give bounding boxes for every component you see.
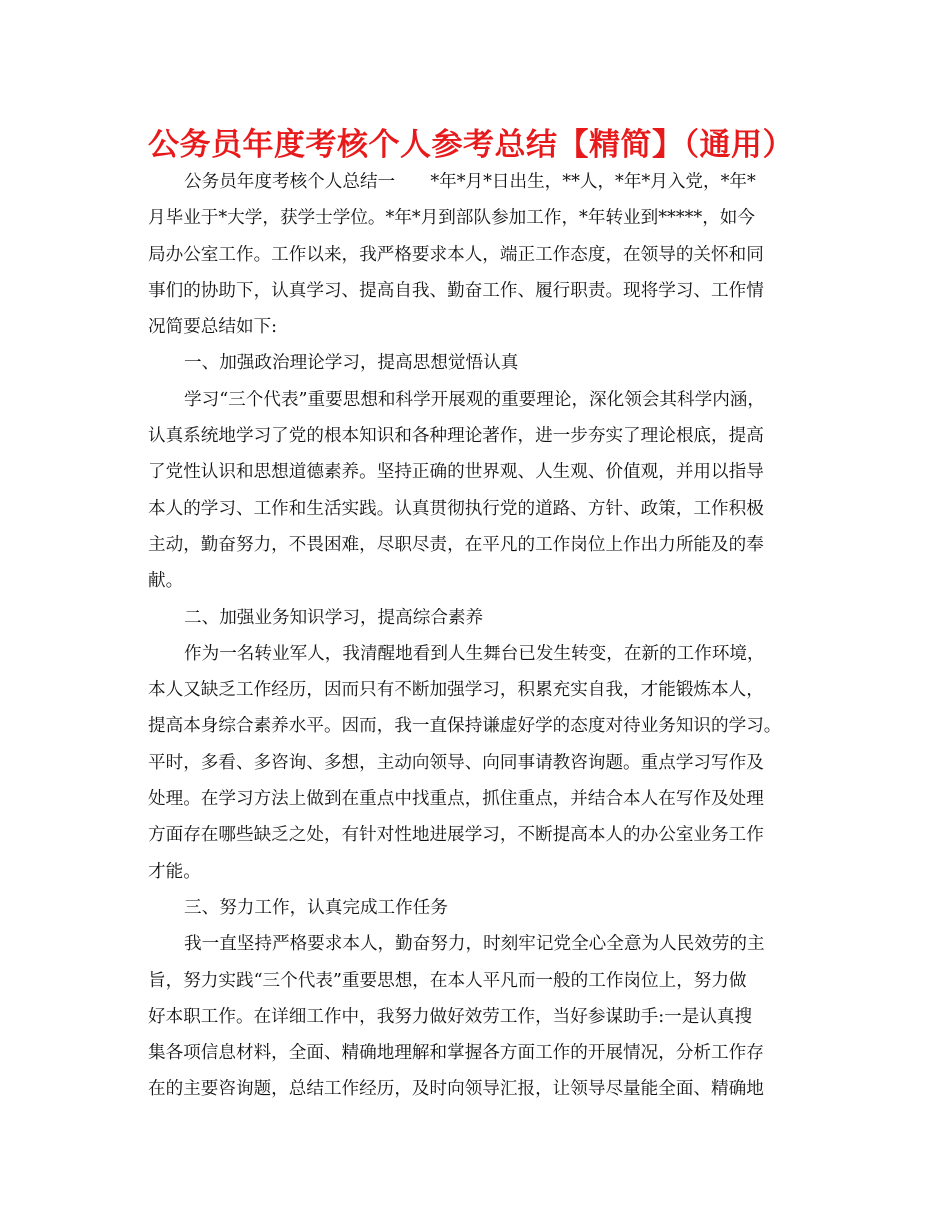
paragraph-line: 事们的协助下，认真学习、提高自我、勤奋工作、履行职责。现将学习、工作情 xyxy=(148,280,764,301)
section-heading: 三、努力工作，认真完成工作任务 xyxy=(184,897,448,918)
paragraph-line: 处理。在学习方法上做到在重点中找重点，抓住重点，并结合本人在写作及处理 xyxy=(148,789,764,810)
paragraph-line: 月毕业于*大学，获学士学位。*年*月到部队参加工作，*年转业到*****，如今 xyxy=(148,208,755,229)
section-heading: 二、加强业务知识学习，提高综合素养 xyxy=(184,607,484,628)
paragraph-line: 况简要总结如下: xyxy=(148,317,278,338)
paragraph-line: 提高本身综合素养水平。因而，我一直保持谦虚好学的态度对待业务知识的学习。 xyxy=(148,716,782,737)
paragraph-line: 好本职工作。在详细工作中，我努力做好效劳工作，当好参谋助手:一是认真搜 xyxy=(148,1006,753,1027)
paragraph-line: 我一直坚持严格要求本人，勤奋努力，时刻牢记党全心全意为人民效劳的主 xyxy=(184,934,765,955)
paragraph-line: 在的主要咨询题，总结工作经历，及时向领导汇报，让领导尽量能全面、精确地 xyxy=(148,1079,764,1100)
paragraph-line: 集各项信息材料，全面、精确地理解和掌握各方面工作的开展情况，分析工作存 xyxy=(148,1043,764,1064)
paragraph-line: 认真系统地学习了党的根本知识和各种理论著作，进一步夯实了理论根底，提高 xyxy=(148,426,764,447)
paragraph-line: 献。 xyxy=(148,571,184,592)
document-title: 公务员年度考核个人参考总结【精简】（通用） xyxy=(148,127,794,163)
paragraph-line: 作为一名转业军人，我清醒地看到人生舞台已发生转变，在新的工作环境， xyxy=(184,643,765,664)
paragraph-line: 才能。 xyxy=(148,861,201,882)
paragraph-line: 局办公室工作。工作以来，我严格要求本人，端正工作态度，在领导的关怀和同 xyxy=(148,244,764,265)
paragraph-line: 方面存在哪些缺乏之处，有针对性地进展学习，不断提高本人的办公室业务工作 xyxy=(148,825,764,846)
paragraph-line: 本人的学习、工作和生活实践。认真贯彻执行党的道路、方针、政策，工作积极 xyxy=(148,498,764,519)
paragraph-line: 本人又缺乏工作经历，因而只有不断加强学习，积累充实自我，才能锻炼本人， xyxy=(148,680,764,701)
section-heading: 一、加强政治理论学习，提高思想觉悟认真 xyxy=(184,353,519,374)
paragraph-line: 旨，努力实践“三个代表”重要思想，在本人平凡而一般的工作岗位上，努力做 xyxy=(148,970,747,991)
paragraph-line: 公务员年度考核个人总结一 *年*月*日出生，**人，*年*月入党，*年* xyxy=(184,172,756,192)
document-body xyxy=(148,164,803,1108)
paragraph-line: 学习“三个代表”重要思想和科学开展观的重要理论，深化领会其科学内涵， xyxy=(184,389,765,410)
paragraph-line: 了党性认识和思想道德素养。坚持正确的世界观、人生观、价值观，并用以指导 xyxy=(148,462,764,483)
paragraph-line: 主动，勤奋努力，不畏困难，尽职尽责，在平凡的工作岗位上作出力所能及的奉 xyxy=(148,534,764,555)
paragraph-line: 平时，多看、多咨询、多想，主动向领导、向同事请教咨询题。重点学习写作及 xyxy=(148,752,764,773)
